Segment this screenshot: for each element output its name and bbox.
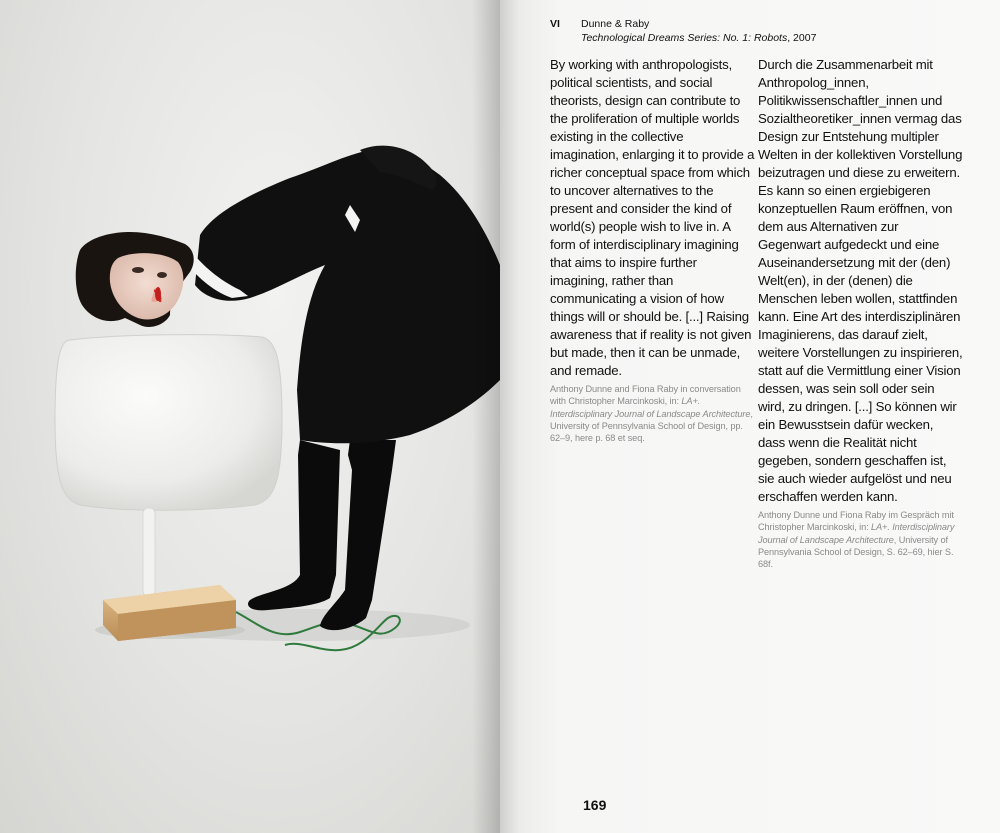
work-title-text: Technological Dreams Series: No. 1: Robots: [581, 32, 788, 44]
english-citation: [550, 383, 755, 444]
german-column: [758, 56, 963, 570]
work-year: , 2007: [787, 32, 817, 44]
right-page-text: [500, 0, 1000, 833]
english-column: [550, 56, 755, 444]
english-quote: By working with anthropologists, political scientists, and social theorists, design can contribute to the proliferation of multiple worlds existing in the collective imagination, enlarging it to provide a richer conceptual space from which to uncover alternatives to the present and consider the kind of world(s) people wish to live in. A form of interdisciplinary imagining that aims to inspire further imagining, rather than communicating a vision of how things will or should be. [...] Raising awareness that if reality is not given but made, then it can be unmade, and remade.: [550, 57, 755, 378]
german-citation-journal: LA+. Interdisciplinary Journal of Landscape Architecture: [758, 522, 955, 545]
english-citation-post: , University of Pennsylvania School of Design, pp. 62–9, here p. 68 et seq.: [550, 408, 753, 444]
german-quote: Durch die Zusammenarbeit mit Anthropolog_innen, Politikwissenschaftler_innen und Sozialtheoretiker_innen vermag das Design zur Entstehung multipler Welten in der kollektiven Vorstellung beizutragen und diese zu erweitern. Es kann so einen ergiebigeren konzeptuellen Raum eröffnen, von dem aus Alternativen zur Gegenwart aufgedeckt und eine Auseinandersetzung mit der (den) Welt(en), in der (denen) die Menschen leben wollen, stattfinden kann. Eine Art des interdisziplinären Imaginierens, das darauf zielt, weitere Vorstellungen zu inspirieren, statt auf die Vermittlung einer Vision dessen, was sein soll oder sein wird, zu dringen. [...] So können wir ein Bewusstsein dafür wecken, dass wenn die Realität nicht gegeben, sondern geschaffen ist, sie auch wieder aufgelöst und neu erschaffen werden kann.: [758, 57, 963, 504]
german-citation: [758, 509, 963, 570]
english-citation-pre: Anthony Dunne and Fiona Raby in conversation with Christopher Marcinkoski, in:: [550, 384, 741, 407]
section-number: VI: [550, 18, 560, 30]
work-title: [581, 32, 816, 44]
german-citation-pre: Anthony Dunne und Fiona Raby im Gespräch mit Christopher Marcinkoski, in:: [758, 510, 954, 533]
author-name: Dunne & Raby: [581, 18, 650, 30]
german-citation-post: , University of Pennsylvania School of Design, S. 62–69, hier S. 68f.: [758, 534, 954, 570]
page-number: 169: [583, 797, 607, 813]
english-citation-journal: LA+. Interdisciplinary Journal of Landscape Architecture: [550, 396, 751, 419]
